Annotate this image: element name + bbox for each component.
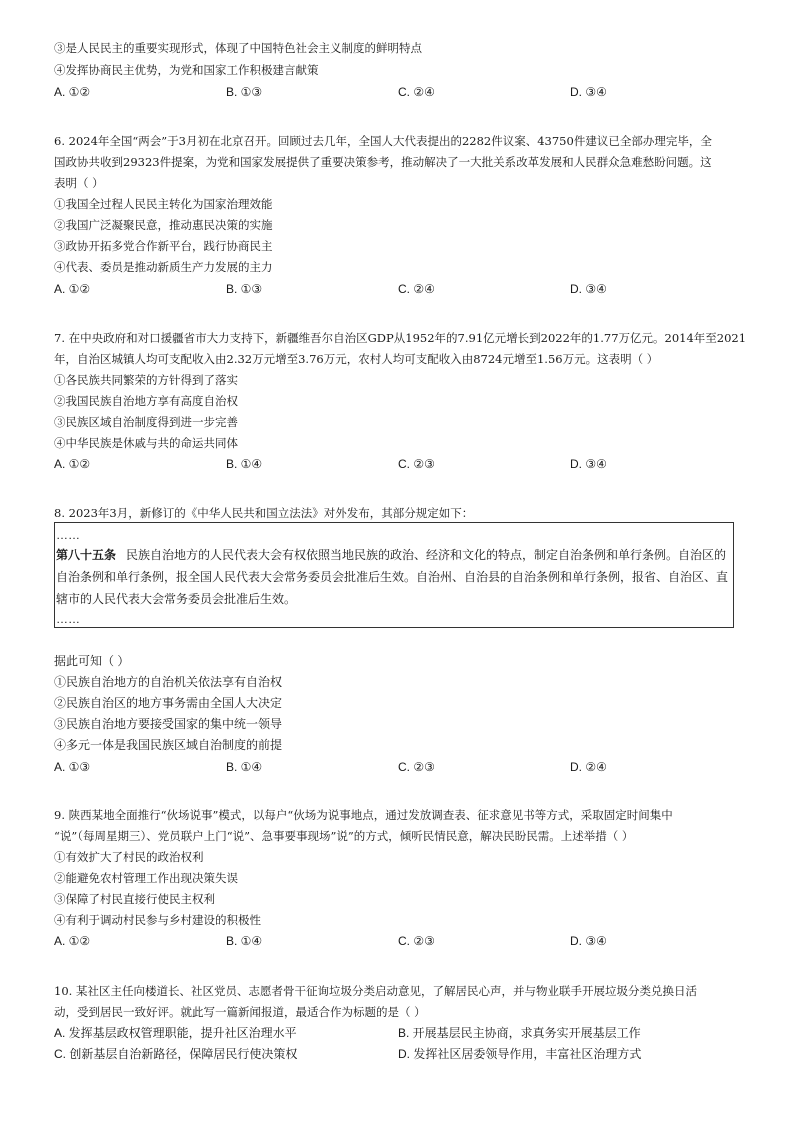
q9-option-b[interactable]: B. ①④ bbox=[226, 934, 263, 948]
q8-option-b[interactable]: B. ①④ bbox=[226, 760, 263, 774]
quote-ellipsis-bottom: …… bbox=[56, 612, 80, 626]
q9-item-3: ③保障了村民直接行使民主权利 bbox=[54, 892, 215, 906]
q10-stem-line-2: 动，受到居民一致好评。就此写一篇新闻报道，最适合作为标题的是（ ） bbox=[54, 1005, 426, 1019]
q7-stem-line-2: 年，自治区城镇人均可支配收入由2.32万元增至3.76万元，农村人均可支配收入由8724元增至1.56万元。这表明（ ） bbox=[54, 352, 659, 366]
q8-stem-line-1: 8. 2023年3月，新修订的《中华人民共和国立法法》对外发布，其部分规定如下： bbox=[54, 506, 474, 520]
q6-item-4: ④代表、委员是推动新质生产力发展的主力 bbox=[54, 260, 273, 274]
quote-text-1: 民族自治地方的人民代表大会有权依照当地民族的政治、经济和文化的特点，制定自治条例和单行条例。自治区的 bbox=[126, 548, 727, 562]
q8-item-4: ④多元一体是我国民族区域自治制度的前提 bbox=[54, 738, 283, 752]
q10-option-d[interactable]: D. 发挥社区居委领导作用，丰富社区治理方式 bbox=[398, 1047, 642, 1061]
q7-option-b[interactable]: B. ①④ bbox=[226, 457, 263, 471]
q10-option-a[interactable]: A. 发挥基层政权管理职能，提升社区治理水平 bbox=[54, 1026, 297, 1040]
quote-line-1 bbox=[56, 545, 726, 565]
q5-item-4: ④发挥协商民主优势，为党和国家工作积极建言献策 bbox=[54, 63, 319, 77]
q7-item-4: ④中华民族是休戚与共的命运共同体 bbox=[54, 436, 238, 450]
q6-stem-line-2: 国政协共收到29323件提案，为党和国家发展提供了重要决策参考，推动解决了一大批关系改革发展和人民群众急难愁盼问题。这 bbox=[54, 155, 712, 169]
q5-option-b[interactable]: B. ①③ bbox=[226, 85, 263, 99]
q6-item-1: ①我国全过程人民民主转化为国家治理效能 bbox=[54, 197, 273, 211]
q7-item-2: ②我国民族自治地方享有高度自治权 bbox=[54, 394, 238, 408]
q7-option-c[interactable]: C. ②③ bbox=[398, 457, 435, 471]
q9-item-2: ②能避免农村管理工作出现决策失误 bbox=[54, 871, 238, 885]
q6-option-b[interactable]: B. ①③ bbox=[226, 282, 263, 296]
q5-option-c[interactable]: C. ②④ bbox=[398, 85, 435, 99]
q9-stem-line-1: 9. 陕西某地全面推行“伙场说事”模式，以每户“伙场为说事地点，通过发放调查表、征求意见书等方式，采取固定时间集中 bbox=[54, 808, 673, 822]
q8-option-a[interactable]: A. ①③ bbox=[54, 760, 91, 774]
q8-item-3: ③民族自治地方要接受国家的集中统一领导 bbox=[54, 717, 283, 731]
q6-item-3: ③政协开拓多党合作新平台，践行协商民主 bbox=[54, 239, 273, 253]
q8-stem: 据此可知（ ） bbox=[54, 654, 130, 668]
q6-option-a[interactable]: A. ①② bbox=[54, 282, 91, 296]
q8-option-d[interactable]: D. ②④ bbox=[570, 760, 607, 774]
q6-option-c[interactable]: C. ②④ bbox=[398, 282, 435, 296]
q10-option-b[interactable]: B. 开展基层民主协商，求真务实开展基层工作 bbox=[398, 1026, 641, 1040]
q6-stem-line-3: 表明（ ） bbox=[54, 176, 104, 190]
q7-option-d[interactable]: D. ③④ bbox=[570, 457, 607, 471]
q9-item-1: ①有效扩大了村民的政治权利 bbox=[54, 850, 204, 864]
q7-item-1: ①各民族共同繁荣的方针得到了落实 bbox=[54, 373, 238, 387]
q9-stem-line-2: “说”（每周星期三）、党员联户上门“说”、急事要事现场”说”的方式，倾听民情民意，解决民盼民需。上述举措（ ） bbox=[54, 829, 634, 843]
q7-stem-line-1: 7. 在中央政府和对口援疆省市大力支持下，新疆维吾尔自治区GDP从1952年的7.91亿元增长到2022年的1.77万亿元。2014年至2021 bbox=[54, 331, 747, 345]
q10-option-c[interactable]: C. 创新基层自治新路径，保障居民行使决策权 bbox=[54, 1047, 298, 1061]
q8-law-quote-box bbox=[54, 522, 734, 628]
q9-option-a[interactable]: A. ①② bbox=[54, 934, 91, 948]
quote-line-3: 辖市的人民代表大会常务委员会批准后生效。 bbox=[56, 592, 297, 606]
q6-stem-line-1: 6. 2024年全国“两会”于3月初在北京召开。回顾过去几年，全国人大代表提出的2282件议案、43750件建议已全部办理完毕，全 bbox=[54, 134, 712, 148]
q7-option-a[interactable]: A. ①② bbox=[54, 457, 91, 471]
quote-ellipsis-top: …… bbox=[56, 528, 80, 542]
q9-option-d[interactable]: D. ③④ bbox=[570, 934, 607, 948]
q5-option-a[interactable]: A. ①② bbox=[54, 85, 91, 99]
article-number: 第八十五条 bbox=[56, 548, 117, 562]
q7-item-3: ③民族区域自治制度得到进一步完善 bbox=[54, 415, 238, 429]
q9-item-4: ④有利于调动村民参与乡村建设的积极性 bbox=[54, 913, 261, 927]
q8-item-1: ①民族自治地方的自治机关依法享有自治权 bbox=[54, 675, 283, 689]
q5-item-3: ③是人民民主的重要实现形式，体现了中国特色社会主义制度的鲜明特点 bbox=[54, 41, 422, 55]
q6-option-d[interactable]: D. ③④ bbox=[570, 282, 607, 296]
q9-option-c[interactable]: C. ②③ bbox=[398, 934, 435, 948]
q5-option-d[interactable]: D. ③④ bbox=[570, 85, 607, 99]
q6-item-2: ②我国广泛凝聚民意，推动惠民决策的实施 bbox=[54, 218, 273, 232]
q10-stem-line-1: 10. 某社区主任向楼道长、社区党员、志愿者骨干征询垃圾分类启动意见，了解居民心声，并与物业联手开展垃圾分类兑换日活 bbox=[54, 984, 697, 998]
q8-item-2: ②民族自治区的地方事务需由全国人大决定 bbox=[54, 696, 283, 710]
quote-line-2: 自治条例和单行条例，报全国人民代表大会常务委员会批准后生效。自治州、自治县的自治条例和单行条例，报省、自治区、直 bbox=[56, 570, 729, 584]
q8-option-c[interactable]: C. ②③ bbox=[398, 760, 435, 774]
